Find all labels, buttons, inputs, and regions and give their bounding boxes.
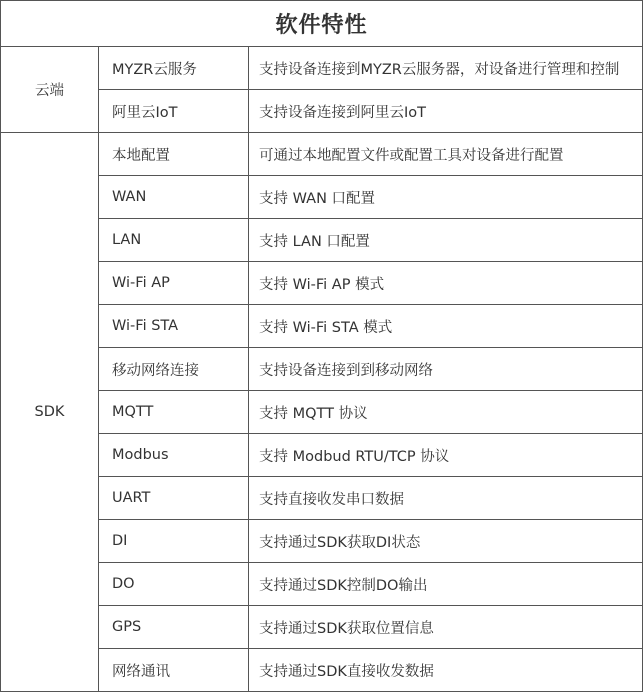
feature-name: LAN: [99, 219, 249, 262]
feature-name: MQTT: [99, 391, 249, 434]
feature-desc: 支持通过SDK获取DI状态: [249, 520, 643, 563]
feature-name: UART: [99, 477, 249, 520]
feature-name: MYZR云服务: [99, 47, 249, 90]
feature-desc: 支持 MQTT 协议: [249, 391, 643, 434]
feature-desc: 支持直接收发串口数据: [249, 477, 643, 520]
feature-desc: 支持通过SDK直接收发数据: [249, 649, 643, 692]
feature-name: DI: [99, 520, 249, 563]
category-cell-sdk: SDK: [1, 133, 99, 692]
feature-name: Wi-Fi STA: [99, 305, 249, 348]
feature-desc: 支持设备连接到到移动网络: [249, 348, 643, 391]
feature-name: 本地配置: [99, 133, 249, 176]
table-row: [1, 47, 643, 90]
feature-desc: 支持设备连接到阿里云IoT: [249, 90, 643, 133]
feature-desc: 支持 WAN 口配置: [249, 176, 643, 219]
feature-desc: 支持 Wi-Fi STA 模式: [249, 305, 643, 348]
feature-name: Modbus: [99, 434, 249, 477]
feature-name: 阿里云IoT: [99, 90, 249, 133]
feature-name: GPS: [99, 606, 249, 649]
table-row: [1, 133, 643, 176]
feature-desc: 支持通过SDK控制DO输出: [249, 563, 643, 606]
software-features-table: [0, 46, 643, 692]
feature-desc: 支持 LAN 口配置: [249, 219, 643, 262]
feature-name: DO: [99, 563, 249, 606]
feature-name: 移动网络连接: [99, 348, 249, 391]
feature-desc: 支持 Modbud RTU/TCP 协议: [249, 434, 643, 477]
feature-desc: 支持设备连接到MYZR云服务器，对设备进行管理和控制: [249, 47, 643, 90]
feature-name: 网络通讯: [99, 649, 249, 692]
table-title-row: [0, 0, 643, 47]
feature-name: Wi-Fi AP: [99, 262, 249, 305]
feature-desc: 支持通过SDK获取位置信息: [249, 606, 643, 649]
feature-desc: 支持 Wi-Fi AP 模式: [249, 262, 643, 305]
category-cell-cloud: 云端: [1, 47, 99, 133]
table-title: 软件特性: [275, 13, 368, 38]
feature-desc: 可通过本地配置文件或配置工具对设备进行配置: [249, 133, 643, 176]
feature-name: WAN: [99, 176, 249, 219]
